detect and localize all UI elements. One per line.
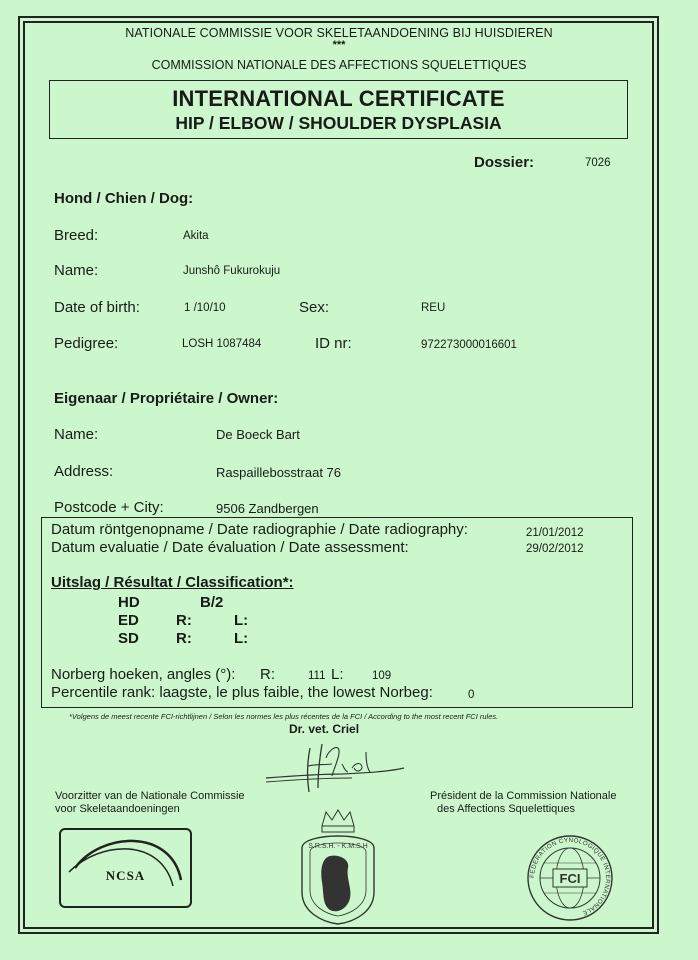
classification-heading: Uitslag / Résultat / Classification*: [51,574,294,591]
breed-label: Breed: [54,227,99,244]
fci-text: FCI [559,871,581,886]
norberg-right-value: 111 [308,670,326,682]
dog-name-label: Name: [54,262,99,279]
ncsa-text: NCSA [105,868,146,883]
ncsa-logo [59,828,192,908]
dob-value: 1 /10/10 [184,302,226,314]
sd-right-label: R: [176,630,192,647]
dossier-value: 7026 [585,157,611,169]
hd-label: HD [118,594,140,611]
president-fr-line2: des Affections Squelettiques [437,803,576,815]
pedigree-value: LOSH 1087484 [182,338,262,350]
ed-right-label: R: [176,612,192,629]
signature [262,738,412,800]
president-nl-line1: Voorzitter van de Nationale Commissie [55,790,245,802]
sd-left-label: L: [234,630,249,647]
owner-name-label: Name: [54,426,99,443]
percentile-label: Percentile rank: laagste, le plus faible, the lowest Norbeg: [51,684,433,701]
sex-value: REU [421,302,446,314]
header-separator: *** [332,39,346,51]
title-box [49,80,628,139]
certificate-subtitle: HIP / ELBOW / SHOULDER DYSPLASIA [175,113,502,133]
dob-label: Date of birth: [54,299,140,316]
header-line-french: COMMISSION NATIONALE DES AFFECTIONS SQUELETTIQUES [151,58,527,72]
norberg-label: Norberg hoeken, angles (°): [51,666,236,683]
signatory-name: Dr. vet. Criel [289,722,360,736]
header-line-dutch: NATIONALE COMMISSIE VOOR SKELETAANDOENING BIJ HUISDIEREN [125,26,553,40]
id-label: ID nr: [315,335,352,352]
owner-heading: Eigenaar / Propriétaire / Owner: [54,390,279,407]
sex-label: Sex: [299,299,330,316]
radiography-date-label: Datum röntgenopname / Date radiographie / Date radiography: [51,521,468,538]
pedigree-label: Pedigree: [54,335,119,352]
president-nl-line2: voor Skeletaandoeningen [55,803,180,815]
srsh-text: S.R.S.H. - K.M.S.H [308,843,368,850]
id-value: 972273000016601 [421,339,517,351]
hd-value: B/2 [200,594,224,611]
address-label: Address: [54,463,114,480]
percentile-value: 0 [468,689,475,701]
ed-label: ED [118,612,139,629]
norberg-right-label: R: [260,666,275,683]
city-label: Postcode + City: [54,499,164,516]
radiography-date-value: 21/01/2012 [526,527,584,539]
dossier-label: Dossier: [474,154,535,171]
footnote: *Volgens de meest recente FCI-richtlijnen / Selon les normes les plus récentes de la FCI / According to the most recent FCI rules. [69,712,499,721]
breed-value: Akita [183,230,209,242]
fci-ring-text: FEDERATION CYNOLOGIQUE INTERNATIONALE [528,836,612,917]
norberg-left-label: L: [331,666,344,683]
norberg-left-value: 109 [372,670,392,682]
ed-left-label: L: [234,612,249,629]
evaluation-date-value: 29/02/2012 [526,543,584,555]
city-value: 9506 Zandbergen [216,501,319,516]
dog-heading: Hond / Chien / Dog: [54,190,194,207]
certificate-title: INTERNATIONAL CERTIFICATE [172,86,505,111]
sd-label: SD [118,630,139,647]
fci-logo-icon [525,833,615,923]
evaluation-date-label: Datum evaluatie / Date évaluation / Date assessment: [51,539,409,556]
president-fr-line1: Président de la Commission Nationale [430,790,617,802]
address-value: Raspaillebosstraat 76 [216,465,342,480]
dog-name-value: Junshô Fukurokuju [183,265,281,277]
srsh-kmsh-crest-icon [292,808,384,926]
owner-name-value: De Boeck Bart [216,427,300,442]
